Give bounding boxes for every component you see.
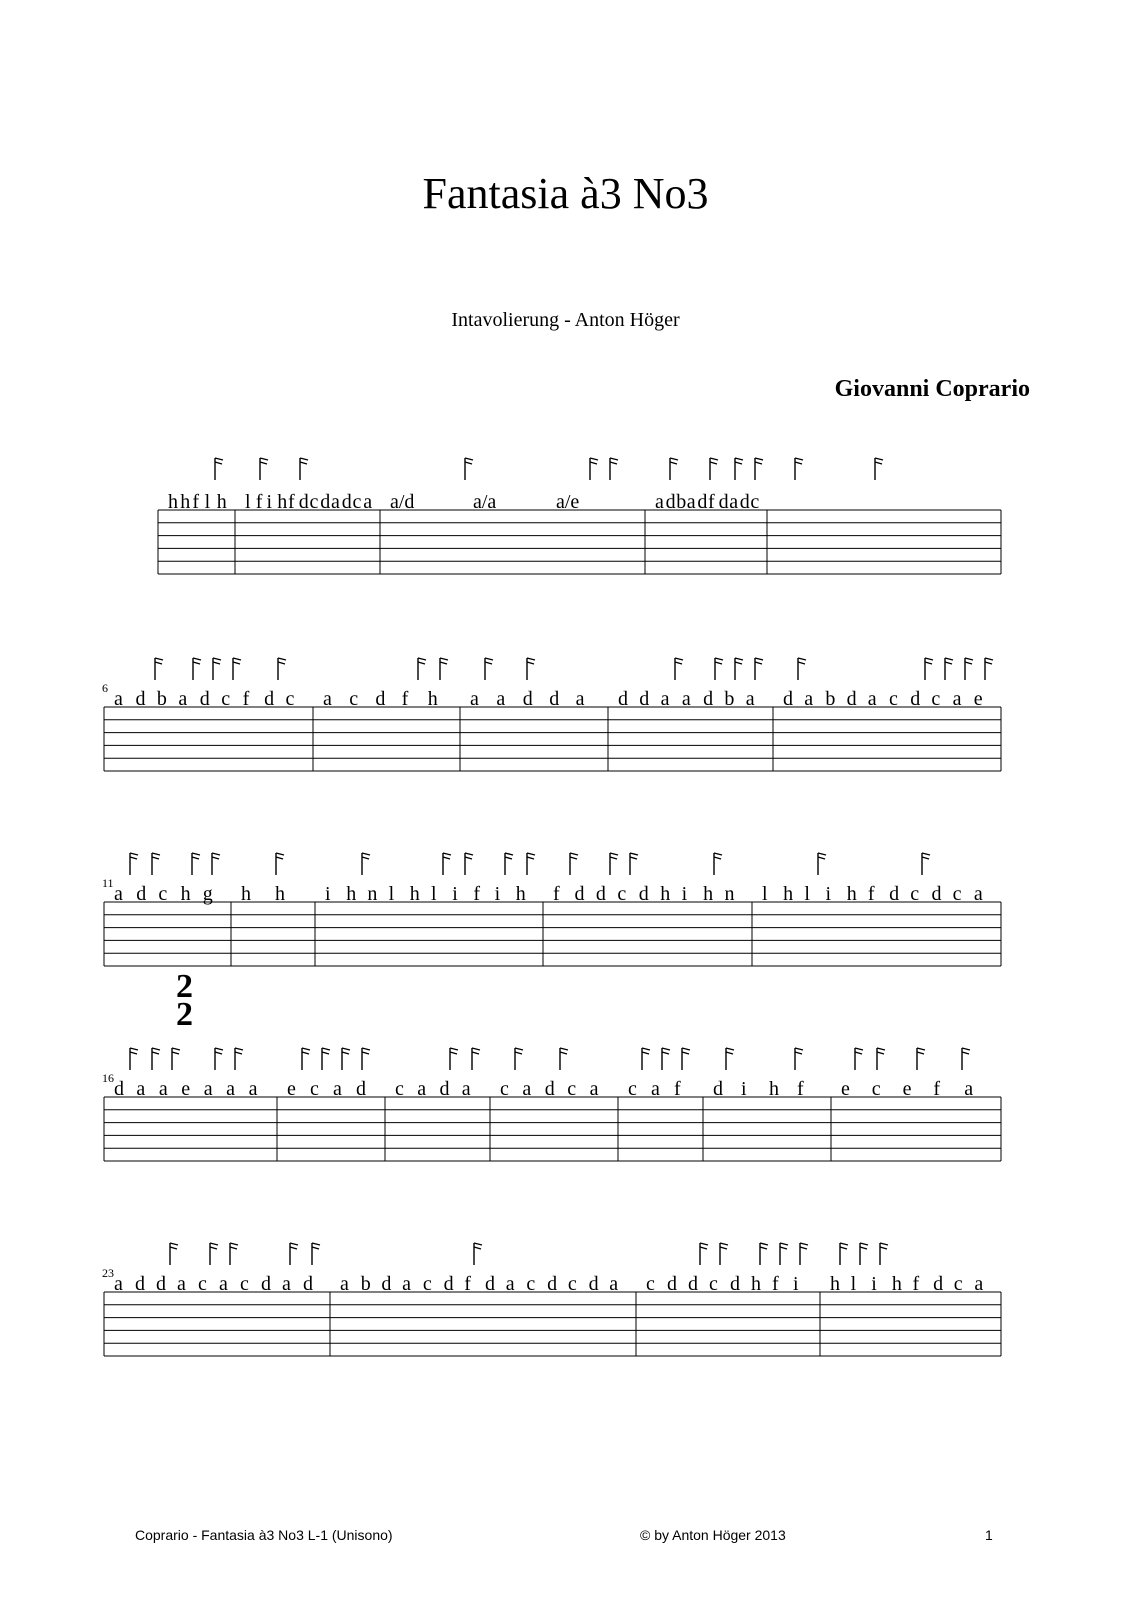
- tab-letter: c: [617, 883, 627, 905]
- tab-letter: a: [973, 883, 983, 905]
- tab-letter: h: [216, 491, 227, 513]
- tab-letter: c: [310, 1078, 319, 1100]
- tab-letter: g: [202, 883, 213, 905]
- tab-letter: a: [496, 688, 506, 710]
- tab-letter: c: [567, 1078, 577, 1100]
- tab-letter: e: [973, 688, 983, 710]
- tab-letter: d: [697, 491, 708, 513]
- tab-letter: d: [341, 491, 352, 513]
- tab-letter: f: [242, 688, 250, 710]
- measure-number: 23: [102, 1266, 114, 1280]
- rhythm-flag: [472, 1048, 480, 1070]
- rhythm-flag: [322, 1048, 330, 1070]
- rhythm-flag: [362, 1048, 370, 1070]
- rhythm-flag: [342, 1048, 350, 1070]
- tab-letter: d: [549, 688, 560, 710]
- rhythm-flag: [312, 1243, 320, 1265]
- tab-letter: n: [724, 883, 735, 905]
- barlines: [104, 902, 1001, 966]
- tab-letter: h: [241, 883, 251, 905]
- tab-letter: d: [739, 491, 750, 513]
- tab-letter: d: [933, 1273, 944, 1295]
- tab-letter: h: [891, 1273, 902, 1295]
- tab-letter: d: [910, 688, 921, 710]
- tab-letter: h: [277, 491, 288, 513]
- tab-letter: c: [931, 688, 941, 710]
- tab-letter: a: [178, 688, 188, 710]
- rhythm-flag: [917, 1048, 925, 1070]
- tab-letter: a: [136, 1078, 146, 1100]
- tab-letter: d: [618, 688, 628, 710]
- tab-letter: d: [667, 1273, 677, 1295]
- tab-letter: a/e: [556, 491, 580, 513]
- tab-letter: d: [522, 688, 533, 710]
- tab-letter: d: [199, 688, 210, 710]
- tab-letter: a: [745, 688, 755, 710]
- rhythm-flag: [682, 1048, 690, 1070]
- tab-letter: d: [320, 491, 331, 513]
- rhythm-flag: [965, 658, 973, 680]
- tab-letter: f: [912, 1273, 920, 1295]
- rhythm-flag: [800, 1243, 808, 1265]
- footer-title: Coprario - Fantasia à3 No3 L-1 (Unisono): [135, 1527, 393, 1543]
- rhythm-flags: [130, 1048, 970, 1070]
- rhythm-flag: [418, 658, 426, 680]
- tab-letter: e: [181, 1078, 191, 1100]
- rhythm-flag: [715, 658, 723, 680]
- rhythm-flag: [278, 658, 286, 680]
- tab-letter: a: [158, 1078, 168, 1100]
- tab-letter: d: [889, 883, 900, 905]
- tab-letter: d: [588, 1273, 599, 1295]
- tab-letter: l: [431, 883, 437, 905]
- tab-letter: c: [198, 1273, 207, 1295]
- rhythm-flag: [925, 658, 933, 680]
- tab-letter: a: [964, 1078, 974, 1100]
- rhythm-flag: [130, 1048, 138, 1070]
- staff-lines: [104, 902, 1001, 966]
- tab-letter: f: [797, 1078, 804, 1100]
- tab-letter: d: [375, 688, 386, 710]
- tab-letter: a: [177, 1273, 186, 1295]
- rhythm-flag: [443, 853, 451, 875]
- tab-letter: a: [114, 1273, 123, 1295]
- rhythm-flag: [755, 658, 763, 680]
- rhythm-flag: [230, 1243, 238, 1265]
- time-signature-denominator: 2: [176, 996, 193, 1033]
- rhythm-flag: [465, 853, 473, 875]
- rhythm-flag: [362, 853, 370, 875]
- rhythm-flag: [213, 658, 221, 680]
- tab-letter: i: [494, 883, 501, 905]
- tab-letter: b: [156, 688, 167, 710]
- tab-letter: h: [515, 883, 526, 905]
- rhythm-flag: [130, 853, 138, 875]
- tab-letter: c: [240, 1273, 249, 1295]
- tab-letter: a/d: [390, 491, 415, 513]
- tab-system-5: [0, 1235, 1131, 1385]
- rhythm-flag: [985, 658, 993, 680]
- rhythm-flag: [962, 1048, 970, 1070]
- arranger-line: Intavolierung - Anton Höger: [451, 309, 680, 331]
- tab-letter: a: [417, 1078, 427, 1100]
- rhythm-flag: [610, 458, 618, 480]
- tab-letter: c: [221, 688, 231, 710]
- tab-letter: l: [762, 883, 768, 905]
- tab-letter: d: [783, 688, 793, 710]
- tab-letter: f: [933, 1078, 941, 1100]
- rhythm-flag: [215, 1048, 223, 1070]
- tab-letter: c: [750, 491, 760, 513]
- rhythm-flag: [260, 458, 268, 480]
- tab-letter: d: [303, 1273, 313, 1295]
- tab-letter: h: [275, 883, 285, 905]
- tab-letter: a: [363, 491, 373, 513]
- tab-letter: h: [769, 1078, 779, 1100]
- tab-letter: a: [331, 491, 340, 513]
- rhythm-flag: [855, 1048, 863, 1070]
- staff-lines: [104, 1097, 1001, 1161]
- rhythm-flag: [735, 458, 743, 480]
- rhythm-flag: [700, 1243, 708, 1265]
- rhythm-flag: [755, 458, 763, 480]
- barlines: [104, 1292, 1001, 1356]
- tab-letter: d: [135, 1273, 145, 1295]
- tab-letter: b: [360, 1273, 371, 1295]
- tab-letter: a: [974, 1273, 984, 1295]
- tab-letter: d: [703, 688, 714, 710]
- rhythm-flag: [215, 458, 223, 480]
- rhythm-flag: [302, 1048, 310, 1070]
- rhythm-flag: [922, 853, 930, 875]
- tab-letter: f: [674, 1078, 681, 1100]
- tab-letter: f: [401, 688, 409, 710]
- tab-letter: a: [333, 1078, 342, 1100]
- tab-system-4: [0, 1040, 1131, 1190]
- rhythm-flag: [590, 458, 598, 480]
- staff-lines: [104, 707, 1001, 771]
- tab-letter: c: [349, 688, 359, 710]
- tab-letter: c: [422, 1273, 432, 1295]
- tab-letter: i: [825, 883, 832, 905]
- tab-letter: a: [203, 1078, 213, 1100]
- tab-system-2: [0, 650, 1131, 800]
- tab-letter: e: [841, 1078, 850, 1100]
- tab-letter: d: [485, 1273, 495, 1295]
- tab-letter: a: [681, 688, 691, 710]
- tab-letter: a: [219, 1273, 228, 1295]
- rhythm-flag: [152, 853, 160, 875]
- tab-letter: c: [709, 1273, 718, 1295]
- tab-system-3: [0, 845, 1131, 995]
- rhythm-flag: [485, 658, 493, 680]
- tab-letter: d: [443, 1273, 454, 1295]
- tab-letter: a: [575, 688, 585, 710]
- rhythm-flag: [152, 1048, 160, 1070]
- rhythm-flag: [877, 1048, 885, 1070]
- rhythm-flag: [760, 1243, 768, 1265]
- tab-letter: a: [867, 688, 877, 710]
- page-title: Fantasia à3 No3: [422, 169, 709, 218]
- tab-letter: b: [724, 688, 735, 710]
- tab-letter: a: [589, 1078, 599, 1100]
- tab-letter: c: [352, 491, 362, 513]
- tab-letter: c: [889, 688, 898, 710]
- tab-letter: h: [346, 883, 357, 905]
- tab-letter: a: [114, 688, 123, 710]
- tab-letter: i: [741, 1078, 747, 1100]
- tab-letter: a: [651, 1078, 660, 1100]
- tab-letter: a: [323, 688, 332, 710]
- tab-letter: d: [135, 688, 146, 710]
- tab-letter: h: [846, 883, 857, 905]
- tab-letter: h: [180, 883, 191, 905]
- rhythm-flag: [193, 658, 201, 680]
- tab-letter: c: [953, 1273, 963, 1295]
- tab-letter: l: [204, 491, 211, 513]
- rhythm-flag: [795, 458, 803, 480]
- tab-letter: a: [522, 1078, 532, 1100]
- tab-letter: d: [114, 1078, 124, 1100]
- rhythm-flag: [276, 853, 284, 875]
- rhythm-flags: [130, 853, 930, 875]
- rhythm-flag: [172, 1048, 180, 1070]
- tab-letter: h: [783, 883, 794, 905]
- rhythm-flag: [527, 853, 535, 875]
- tab-letter: h: [180, 491, 191, 513]
- rhythm-flag: [170, 1243, 178, 1265]
- tab-letter: i: [325, 883, 331, 905]
- tab-letter: i: [266, 491, 273, 513]
- tab-letter: i: [681, 883, 688, 905]
- tab-letter: h: [830, 1273, 840, 1295]
- measure-number: 11: [102, 876, 114, 890]
- tab-letter: f: [464, 1273, 471, 1295]
- page-number: 1: [985, 1527, 993, 1543]
- rhythm-flag: [300, 458, 308, 480]
- rhythm-flag: [818, 853, 826, 875]
- tab-letter: f: [708, 491, 715, 513]
- tab-letter: i: [871, 1273, 877, 1295]
- rhythm-flag: [726, 1048, 734, 1070]
- tab-letter: c: [395, 1078, 404, 1100]
- tab-letter: a: [952, 688, 962, 710]
- rhythm-flag: [714, 853, 722, 875]
- rhythm-flag: [212, 853, 220, 875]
- tab-letter: f: [473, 883, 481, 905]
- rhythm-flag: [570, 853, 578, 875]
- tab-letter: d: [638, 883, 649, 905]
- rhythm-flag: [210, 1243, 218, 1265]
- tab-letter: d: [356, 1078, 366, 1100]
- tab-letter: a: [505, 1273, 515, 1295]
- footer-copyright: © by Anton Höger 2013: [640, 1527, 786, 1543]
- tab-letter: d: [381, 1273, 392, 1295]
- rhythm-flag: [560, 1048, 568, 1070]
- rhythm-flag: [192, 853, 200, 875]
- tab-letter: d: [547, 1273, 558, 1295]
- tab-letter: l: [245, 491, 251, 513]
- rhythm-flag: [945, 658, 953, 680]
- tab-letters: [114, 688, 983, 710]
- rhythm-flag: [474, 1243, 482, 1265]
- rhythm-flag: [675, 658, 683, 680]
- rhythm-flag: [515, 1048, 523, 1070]
- tab-letter: d: [156, 1273, 166, 1295]
- tab-letter: f: [255, 491, 263, 513]
- tab-letter: h: [427, 688, 438, 710]
- rhythm-flag: [450, 1048, 458, 1070]
- tab-letter: a/a: [473, 491, 497, 513]
- tab-letter: a: [340, 1273, 349, 1295]
- tab-letter: c: [628, 1078, 637, 1100]
- tab-letter: f: [192, 491, 200, 513]
- tab-letter: c: [500, 1078, 509, 1100]
- tab-letter: h: [168, 491, 178, 513]
- rhythm-flag: [795, 1048, 803, 1070]
- tab-letter: d: [688, 1273, 698, 1295]
- tab-letter: l: [804, 883, 810, 905]
- rhythm-flag: [233, 658, 241, 680]
- tab-letter: a: [686, 491, 696, 513]
- rhythm-flag: [840, 1243, 848, 1265]
- tab-letter: l: [850, 1273, 857, 1295]
- barlines: [104, 707, 1001, 771]
- time-signature-numerator: 2: [176, 968, 193, 1005]
- rhythm-flag: [235, 1048, 243, 1070]
- rhythm-flags: [155, 658, 993, 680]
- rhythm-flag: [875, 458, 883, 480]
- staff-lines: [158, 510, 1001, 574]
- tab-letter: a: [470, 688, 479, 710]
- tab-letter: d: [665, 491, 676, 513]
- tab-letter: a: [804, 688, 814, 710]
- tab-letter: h: [751, 1273, 761, 1295]
- tab-letter: a: [609, 1273, 619, 1295]
- tab-letter: d: [846, 688, 857, 710]
- tab-letter: b: [825, 688, 836, 710]
- staff-lines: [104, 1292, 1001, 1356]
- tab-letter: c: [952, 883, 962, 905]
- tab-letter: a: [114, 883, 123, 905]
- tab-letters: [114, 1273, 983, 1295]
- tab-letter: c: [158, 883, 168, 905]
- rhythm-flag: [710, 458, 718, 480]
- rhythm-flags: [170, 1243, 888, 1265]
- tab-letter: a: [461, 1078, 471, 1100]
- tab-letter: d: [730, 1273, 740, 1295]
- tab-letter: d: [298, 491, 309, 513]
- measure-number: 6: [102, 681, 108, 695]
- rhythm-flag: [798, 658, 806, 680]
- tab-letter: a: [226, 1078, 236, 1100]
- tab-letter: b: [676, 491, 687, 513]
- rhythm-flag: [735, 658, 743, 680]
- tab-letter: d: [261, 1273, 271, 1295]
- tab-letter: n: [367, 883, 378, 905]
- tab-letter: a: [402, 1273, 412, 1295]
- rhythm-flag: [440, 658, 448, 680]
- tab-letter: a: [282, 1273, 291, 1295]
- rhythm-flag: [290, 1243, 298, 1265]
- tab-letter: a: [660, 688, 670, 710]
- tab-letter: c: [871, 1078, 881, 1100]
- tab-letter: d: [439, 1078, 450, 1100]
- rhythm-flag: [465, 458, 473, 480]
- rhythm-flag: [505, 853, 513, 875]
- tab-letter: d: [595, 883, 606, 905]
- tab-letter: h: [703, 883, 714, 905]
- tab-letter: h: [409, 883, 420, 905]
- tab-letter: c: [309, 491, 319, 513]
- tab-letter: c: [526, 1273, 536, 1295]
- tab-letter: d: [574, 883, 585, 905]
- tab-letter: d: [136, 883, 147, 905]
- tab-letter: d: [264, 688, 275, 710]
- tab-letter: d: [713, 1078, 723, 1100]
- tab-letter: a: [655, 491, 664, 513]
- tab-letter: f: [867, 883, 875, 905]
- rhythm-flags: [215, 458, 883, 480]
- tab-letter: e: [902, 1078, 912, 1100]
- rhythm-flag: [642, 1048, 650, 1070]
- tab-letter: d: [639, 688, 650, 710]
- rhythm-flag: [860, 1243, 868, 1265]
- tab-letter: a: [729, 491, 739, 513]
- tab-letter: i: [452, 883, 458, 905]
- tab-letter: l: [388, 883, 395, 905]
- composer-name: Giovanni Coprario: [834, 376, 1030, 402]
- barlines: [158, 510, 1001, 574]
- rhythm-flag: [720, 1243, 728, 1265]
- tab-letter: h: [660, 883, 671, 905]
- tab-letter: c: [910, 883, 920, 905]
- rhythm-flag: [880, 1243, 888, 1265]
- tab-letter: f: [288, 491, 295, 513]
- measure-number: 16: [102, 1071, 114, 1085]
- tab-letter: a: [248, 1078, 258, 1100]
- rhythm-flag: [780, 1243, 788, 1265]
- rhythm-flag: [670, 458, 678, 480]
- barlines: [104, 1097, 1001, 1161]
- rhythm-flag: [527, 658, 535, 680]
- rhythm-flag: [630, 853, 638, 875]
- tab-letter: c: [646, 1273, 655, 1295]
- tab-letter: i: [793, 1273, 799, 1295]
- tab-letter: d: [544, 1078, 555, 1100]
- rhythm-flag: [662, 1048, 670, 1070]
- rhythm-flag: [155, 658, 163, 680]
- tab-letter: e: [287, 1078, 296, 1100]
- rhythm-flag: [610, 853, 618, 875]
- tab-letter: d: [718, 491, 729, 513]
- tab-letter: c: [567, 1273, 577, 1295]
- tab-letter: f: [553, 883, 560, 905]
- tab-letter: c: [285, 688, 295, 710]
- tab-letter: f: [772, 1273, 779, 1295]
- tab-letter: d: [931, 883, 942, 905]
